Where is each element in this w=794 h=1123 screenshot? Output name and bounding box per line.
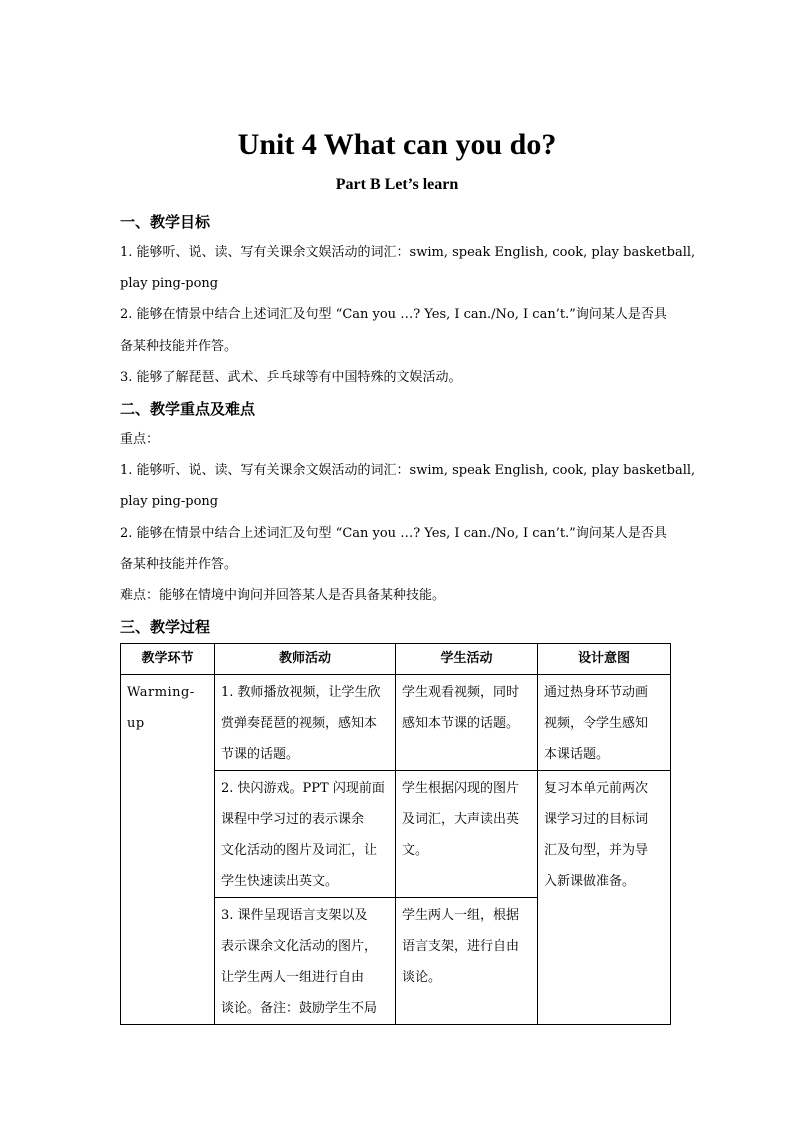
section-heading-focus: 二、教学重点及难点 bbox=[120, 400, 256, 418]
student-line: 谈论。 bbox=[402, 970, 442, 985]
table-row bbox=[121, 675, 671, 771]
teacher-line: 课程中学习过的表示课余 bbox=[221, 812, 365, 827]
goal-line: 备某种技能并作答。 bbox=[120, 339, 238, 354]
process-table bbox=[120, 643, 671, 1025]
design-intent-cell bbox=[538, 675, 671, 771]
teacher-line: 2. 快闪游戏。PPT 闪现前面 bbox=[221, 781, 385, 796]
student-line: 学生根据闪现的图片 bbox=[402, 781, 520, 796]
student-line: 学生两人一组，根据 bbox=[402, 908, 520, 923]
teacher-line: 1. 教师播放视频，让学生欣 bbox=[221, 685, 381, 700]
intent-line: 视频，令学生感知 bbox=[544, 716, 649, 731]
stage-cell bbox=[121, 675, 215, 1025]
goal-line: 3. 能够了解琵琶、武术、乒乓球等有中国特殊的文娱活动。 bbox=[120, 370, 462, 385]
table-header-cell: 教师活动 bbox=[215, 644, 396, 675]
document-subtitle: Part B Let’s learn bbox=[335, 176, 459, 193]
teacher-line: 谈论。备注：鼓励学生不局 bbox=[221, 1001, 378, 1016]
focus-line: 2. 能够在情景中结合上述词汇及句型 “Can you …? Yes, I can./No, I can’t.”询问某人是否具 bbox=[120, 526, 667, 541]
document-title: Unit 4 What can you do? bbox=[237, 128, 557, 161]
focus-line: 难点：能够在情境中询问并回答某人是否具备某种技能。 bbox=[120, 588, 446, 603]
goal-line: play ping-pong bbox=[120, 276, 219, 291]
intent-line: 入新课做准备。 bbox=[544, 874, 636, 889]
teacher-activity-cell bbox=[215, 898, 396, 1025]
teacher-line: 让学生两人一组进行自由 bbox=[221, 970, 365, 985]
teacher-line: 3. 课件呈现语言支架以及 bbox=[221, 908, 368, 923]
focus-line: 1. 能够听、说、读、写有关课余文娱活动的词汇：swim, speak English, cook, play basketball, bbox=[120, 463, 696, 478]
section-heading-process: 三、教学过程 bbox=[120, 618, 211, 636]
student-activity-cell bbox=[396, 675, 538, 771]
teacher-line: 文化活动的图片及词汇，让 bbox=[221, 843, 378, 858]
student-line: 学生观看视频，同时 bbox=[402, 685, 520, 700]
table-header-cell: 教学环节 bbox=[121, 644, 215, 675]
student-activity-cell bbox=[396, 898, 538, 1025]
teacher-line: 学生快速读出英文。 bbox=[221, 874, 339, 889]
goal-line: 2. 能够在情景中结合上述词汇及句型 “Can you …? Yes, I can./No, I can’t.”询问某人是否具 bbox=[120, 307, 667, 322]
table-header-cell: 设计意图 bbox=[538, 644, 671, 675]
teacher-activity-cell bbox=[215, 675, 396, 771]
focus-line: 重点： bbox=[120, 432, 160, 447]
student-line: 感知本节课的话题。 bbox=[402, 716, 520, 731]
teacher-line: 赏弹奏琵琶的视频，感知本 bbox=[221, 716, 378, 731]
focus-line: play ping-pong bbox=[120, 494, 219, 509]
design-intent-cell bbox=[538, 771, 671, 1025]
student-line: 及词汇，大声读出英 bbox=[402, 812, 520, 827]
intent-line: 复习本单元前两次 bbox=[544, 781, 649, 796]
student-activity-cell bbox=[396, 771, 538, 898]
section-heading-goals: 一、教学目标 bbox=[120, 213, 211, 231]
intent-line: 通过热身环节动画 bbox=[544, 685, 649, 700]
focus-line: 备某种技能并作答。 bbox=[120, 557, 238, 572]
intent-line: 汇及句型，并为导 bbox=[544, 843, 649, 858]
goal-line: 1. 能够听、说、读、写有关课余文娱活动的词汇：swim, speak English, cook, play basketball, bbox=[120, 245, 696, 260]
intent-line: 本课话题。 bbox=[544, 747, 610, 762]
table-header-row bbox=[121, 644, 671, 675]
teacher-line: 表示课余文化活动的图片， bbox=[221, 939, 378, 954]
stage-label: Warming-up bbox=[127, 685, 195, 731]
intent-line: 课学习过的目标词 bbox=[544, 812, 649, 827]
teacher-activity-cell bbox=[215, 771, 396, 898]
student-line: 语言支架，进行自由 bbox=[402, 939, 520, 954]
table-header-cell: 学生活动 bbox=[396, 644, 538, 675]
student-line: 文。 bbox=[402, 843, 429, 858]
teacher-line: 节课的话题。 bbox=[221, 747, 300, 762]
